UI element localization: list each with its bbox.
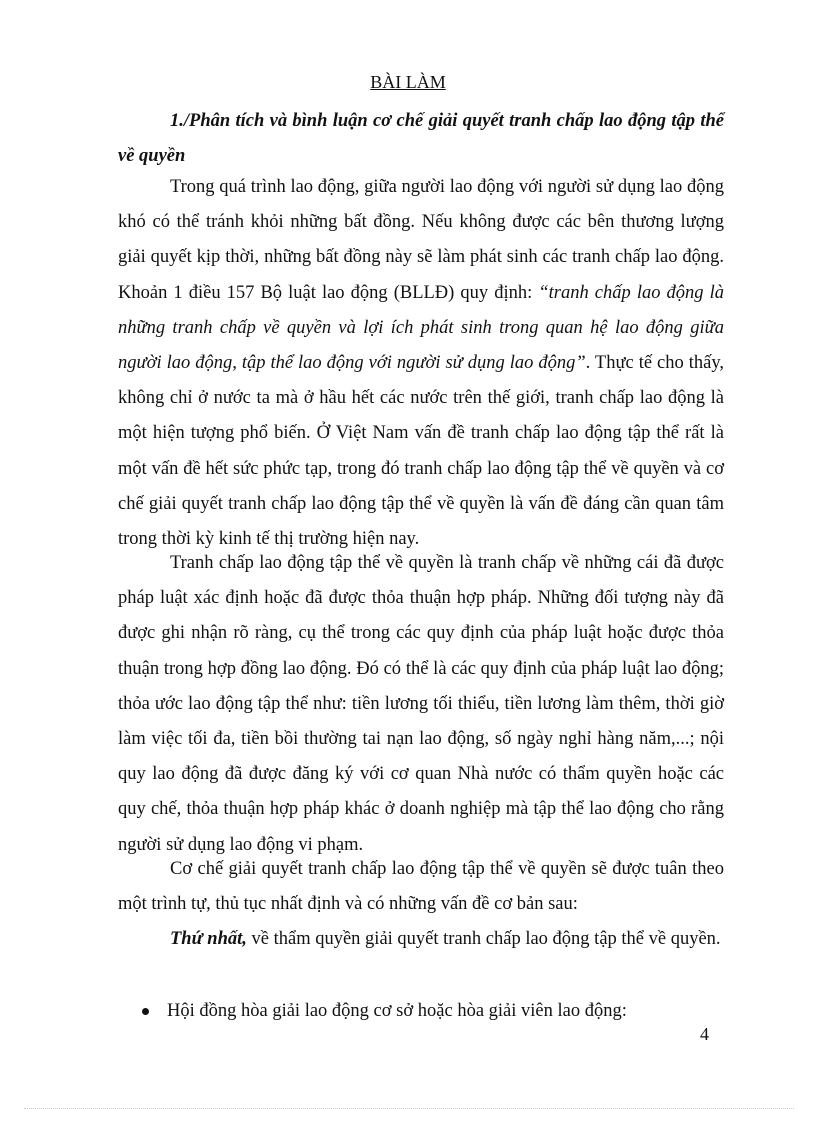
paragraph-definition: Tranh chấp lao động tập thể về quyền là tranh chấp về những cái đã được pháp luật xác định hoặc đã được thỏa thuận hợp pháp. Những đối tượng này đã được ghi nhận rõ ràng, cụ thể trong các quy định của pháp luật hoặc được thỏa thuận trong hợp đồng lao động. Đó có thể là các quy định của pháp luật lao động; thỏa ước lao động tập thể như: tiền lương tối thiểu, tiền lương làm thêm, thời giờ làm việc tối đa, tiền bồi thường tai nạn lao động, số ngày nghỉ hàng năm,...; nội quy lao động đã được đăng ký với cơ quan Nhà nước có thẩm quyền hoặc các quy chế, thỏa thuận hợp pháp khác ở doanh nghiệp mà tập thể lao động cho rằng người sử dụng lao động vi phạm. [118, 553, 724, 855]
bullet-list-item [142, 994, 722, 1029]
bullet-text: Hội đồng hòa giải lao động cơ sở hoặc hòa giải viên lao động: [167, 1001, 627, 1021]
paragraph-intro [118, 170, 724, 557]
page-number: 4 [700, 1024, 709, 1044]
section-heading: 1./Phân tích và bình luận cơ chế giải quyết tranh chấp lao động tập thể về quyền [118, 111, 724, 166]
legal-quote: “tranh chấp lao động là những tranh chấp về quyền và lợi ích phát sinh trong quan hệ lao động giữa người lao động, tập thể lao động với người sử dụng lao động” [118, 282, 724, 374]
bullet-icon [142, 1008, 149, 1015]
first-point-lead: Thứ nhất, [170, 929, 247, 949]
page-bottom-divider [24, 1108, 794, 1109]
first-point-text: về thẩm quyền giải quyết tranh chấp lao động tập thể về quyền. [246, 929, 721, 949]
paragraph-first-point [118, 922, 724, 957]
paragraph-intro-continuation: . Thực tế cho thấy, không chỉ ở nước ta mà ở hầu hết các nước trên thế giới, tranh chấp lao động là một hiện tượng phổ biến. Ở Việt Nam vấn đề tranh chấp lao động tập thể rất là một vấn đề hết sức phức tạp, trong đó tranh chấp lao động tập thể về quyền và cơ chế giải quyết tranh chấp lao động tập thể về quyền là vấn đề đáng cần quan tâm trong thời kỳ kinh tế thị trường hiện nay. [118, 353, 725, 550]
paragraph-intro-text: Trong quá trình lao động, giữa người lao động với người sử dụng lao động khó có thể tránh khỏi những bất đồng. Nếu không được các bên thương lượng giải quyết kịp thời, những bất đồng này sẽ làm phát sinh các tranh chấp lao động. Khoản 1 điều 157 Bộ luật lao động (BLLĐ) quy định: [118, 177, 724, 303]
page-title: BÀI LÀM [370, 72, 446, 92]
paragraph-mechanism: Cơ chế giải quyết tranh chấp lao động tập thể về quyền sẽ được tuân theo một trình tự, thủ tục nhất định và có những vấn đề cơ bản sau: [118, 859, 724, 915]
